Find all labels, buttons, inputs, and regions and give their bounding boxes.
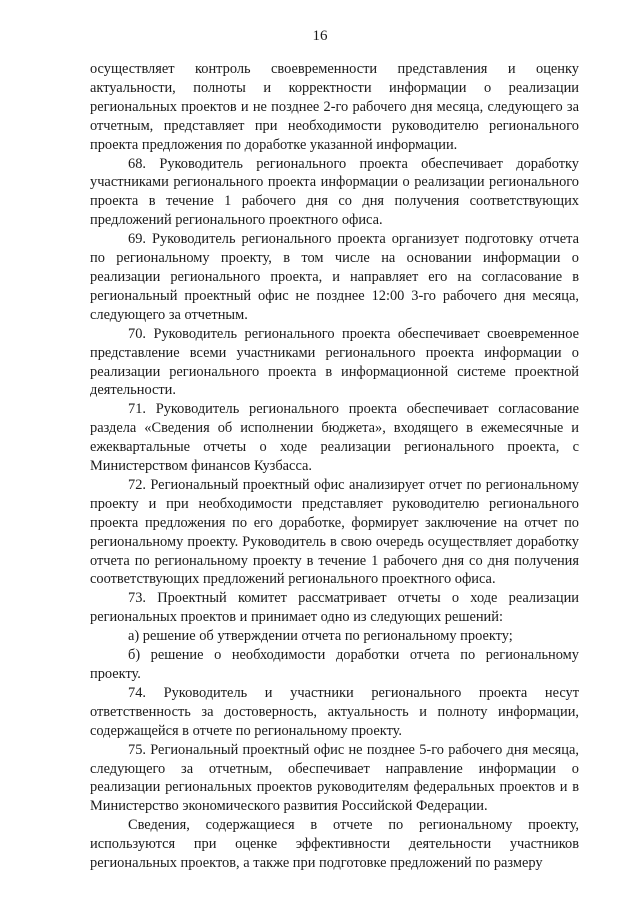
paragraph-73: 73. Проектный комитет рассматривает отчеты о ходе реализации региональных проектов и принимает одно из следующих решений: [90,590,579,626]
paragraph-74: 74. Руководитель и участники регионального проекта несут ответственность за достоверность, актуальность и полноту информации, содержащейся в отчете по региональному проекту. [90,684,579,739]
document-body [90,60,579,873]
list-item-a: а) решение об утверждении отчета по региональному проекту; [128,628,513,645]
paragraph-71: 71. Руководитель регионального проекта обеспечивает согласование раздела «Сведения об исполнении бюджета», входящего в ежемесячные и ежеквартальные отчеты о ходе реализации регионального проекта, с Министерством финансов Кузбасса. [90,401,579,475]
paragraph-75: 75. Региональный проектный офис не позднее 5-го рабочего дня месяца, следующего за отчетным, обеспечивает направление информации о реализации региональных проектов руководителям федеральных проектов и в Министерство экономического развития Российской Федерации. [90,741,579,815]
paragraph-68: 68. Руководитель регионального проекта обеспечивает доработку участниками регионального проекта информации о реализации регионального проекта в течение 1 рабочего дня со дня получения соответствующих предложений регионального проектного офиса. [90,155,579,229]
paragraph-info: Сведения, содержащиеся в отчете по региональному проекту, используются при оценке эффективности деятельности участников региональных проектов, а также при подготовке предложений по размеру [90,817,579,872]
paragraph-continuation: осуществляет контроль своевременности представления и оценку актуальности, полноты и корректности информации о реализации региональных проектов и не позднее 2-го рабочего дня месяца, следующего за отчетным, представляет при необходимости руководителю регионального проекта предложения по доработке указанной информации. [90,61,579,153]
list-item-b: б) решение о необходимости доработки отчета по региональному проекту. [90,647,579,682]
paragraph-70: 70. Руководитель регионального проекта обеспечивает своевременное представление всеми участниками регионального проекта информации о реализации регионального проекта в информационной системе проектной деятельности. [90,325,579,399]
page-number: 16 [312,28,328,44]
paragraph-72: 72. Региональный проектный офис анализирует отчет по региональному проекту и при необходимости представляет руководителю регионального проекта предложения по его доработке, формирует заключение на отчет по региональному проекту. Руководитель в свою очередь осуществляет доработку отчета по региональному проекту в течение 1 рабочего дня со дня получения соответствующих предложений регионального проектного офиса. [90,476,579,588]
paragraph-69: 69. Руководитель регионального проекта организует подготовку отчета по региональному проекту, в том числе на основании информации о реализации регионального проекта, и направляет его на согласование в региональный проектный офис не позднее 12:00 3-го рабочего дня месяца, следующего за отчетным. [90,231,579,323]
